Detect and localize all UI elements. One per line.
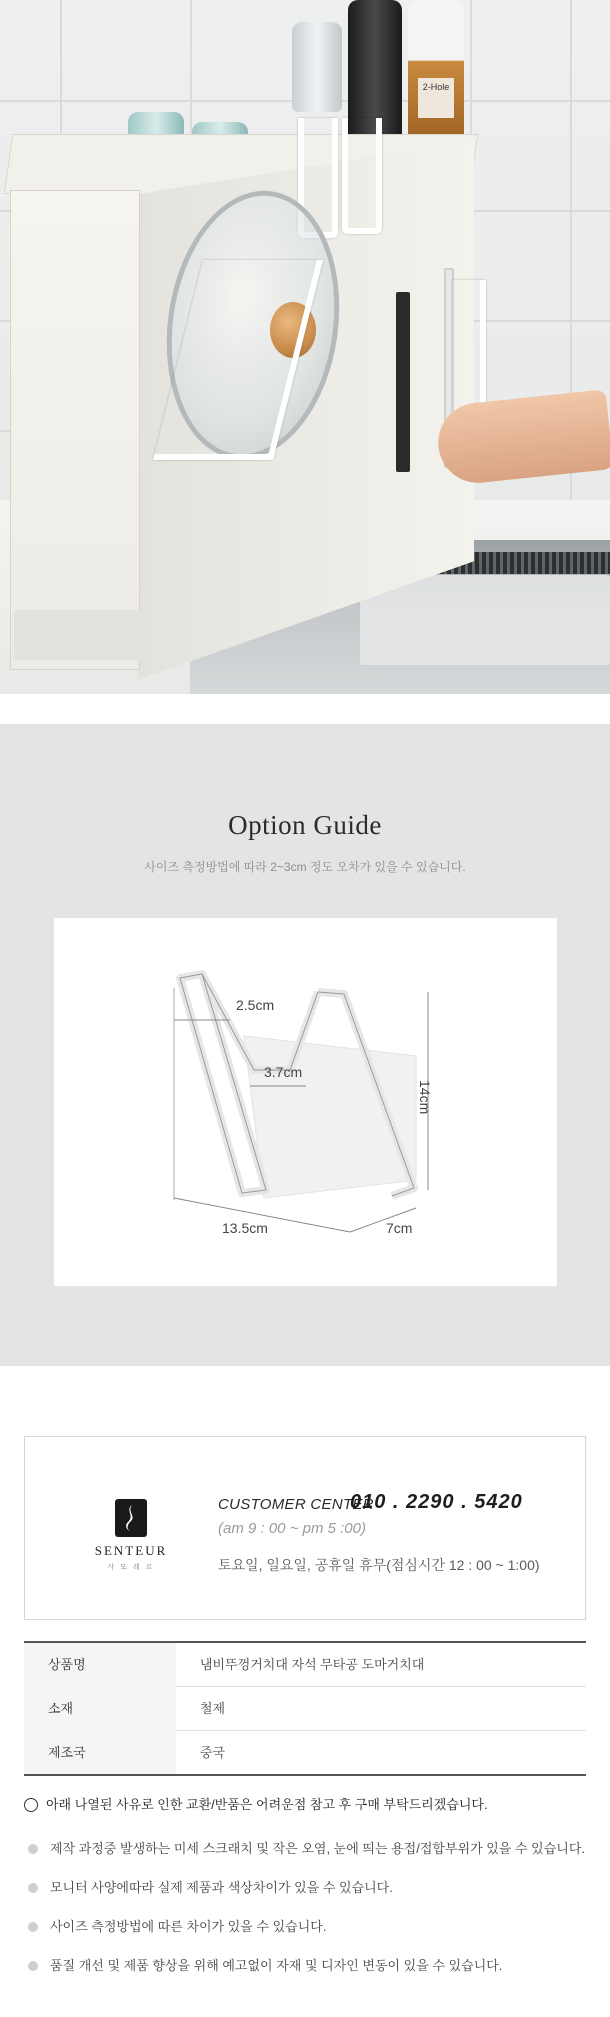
rack-front-panel [10, 190, 140, 670]
notice-item-text: 사이즈 측정방법에 따른 차이가 있을 수 있습니다. [50, 1919, 327, 1934]
notice-main-text: 아래 나열된 사유로 인한 교환/반품은 어려운점 참고 후 구매 부탁드리겠습니다. [46, 1797, 488, 1812]
bullet-icon [28, 1883, 38, 1893]
top-hook [342, 118, 382, 234]
dim-inner-gap: 3.7cm [264, 1064, 303, 1080]
spec-label: 제조국 [24, 1731, 176, 1775]
spec-table-bottom-border [24, 1774, 586, 1776]
magnet-slot [396, 292, 410, 472]
customer-center-hours: (am 9 : 00 ~ pm 5 :00) [218, 1520, 366, 1537]
rack-base [14, 610, 144, 660]
notice-item-text: 품질 개선 및 제품 향상을 위해 예고없이 자재 및 디자인 변동이 있을 수 있습니다. [50, 1958, 503, 1973]
spec-value: 철제 [200, 1701, 226, 1716]
bullet-icon [28, 1844, 38, 1854]
spec-label: 소재 [24, 1687, 176, 1731]
spec-row-origin [24, 1731, 586, 1775]
grinder-bottle [292, 22, 342, 112]
spec-label: 상품명 [24, 1643, 176, 1687]
notice-main [24, 1794, 488, 1813]
dim-height: 14cm [417, 1080, 433, 1115]
option-guide-title: Option Guide [228, 810, 382, 840]
notice-item [28, 1916, 326, 1935]
notice-item-text: 모니터 사양에따라 실제 제품과 색상차이가 있을 수 있습니다. [50, 1880, 393, 1895]
spec-row-product-name [24, 1643, 586, 1687]
wall-tile-line [570, 0, 572, 560]
notice-item [28, 1955, 502, 1974]
notice-item [28, 1838, 585, 1857]
oil-bottle [408, 0, 464, 150]
customer-center-phone: 010 . 2290 . 5420 [350, 1491, 523, 1513]
bottle-label: 2-Hole [418, 78, 454, 118]
customer-center-holiday: 토요일, 일요일, 공휴일 휴무(점심시간 12 : 00 ~ 1:00) [218, 1557, 540, 1573]
dim-depth: 7cm [386, 1220, 413, 1236]
circle-icon [24, 1798, 38, 1812]
brand-logo-text: SENTEUR [94, 1543, 168, 1558]
notice-item-text: 제작 과정중 발생하는 미세 스크래치 및 작은 오염, 눈에 띄는 용접/접합부위가 있을 수 있습니다. [50, 1841, 585, 1856]
bullet-icon [28, 1922, 38, 1932]
cooktop-label [360, 575, 610, 665]
spec-row-material [24, 1687, 586, 1731]
dim-width: 13.5cm [222, 1220, 268, 1236]
spec-value: 중국 [200, 1745, 226, 1760]
bullet-icon [28, 1961, 38, 1971]
dimension-diagram [54, 918, 557, 1286]
brand-logo-subtext: 사 또 레 르 [107, 1564, 155, 1571]
spec-value: 냄비뚜껑거치대 자석 무타공 도마거치대 [200, 1657, 425, 1672]
option-guide-subtitle: 사이즈 측정방법에 따라 2~3cm 정도 오차가 있을 수 있습니다. [144, 860, 466, 874]
holder-drawing [54, 918, 557, 1286]
dim-wire-gap: 2.5cm [236, 997, 275, 1013]
notice-item [28, 1877, 393, 1896]
customer-center-label: CUSTOMER CENTER [218, 1496, 374, 1513]
brand-logo-icon [115, 1499, 147, 1537]
product-photo [0, 0, 610, 694]
